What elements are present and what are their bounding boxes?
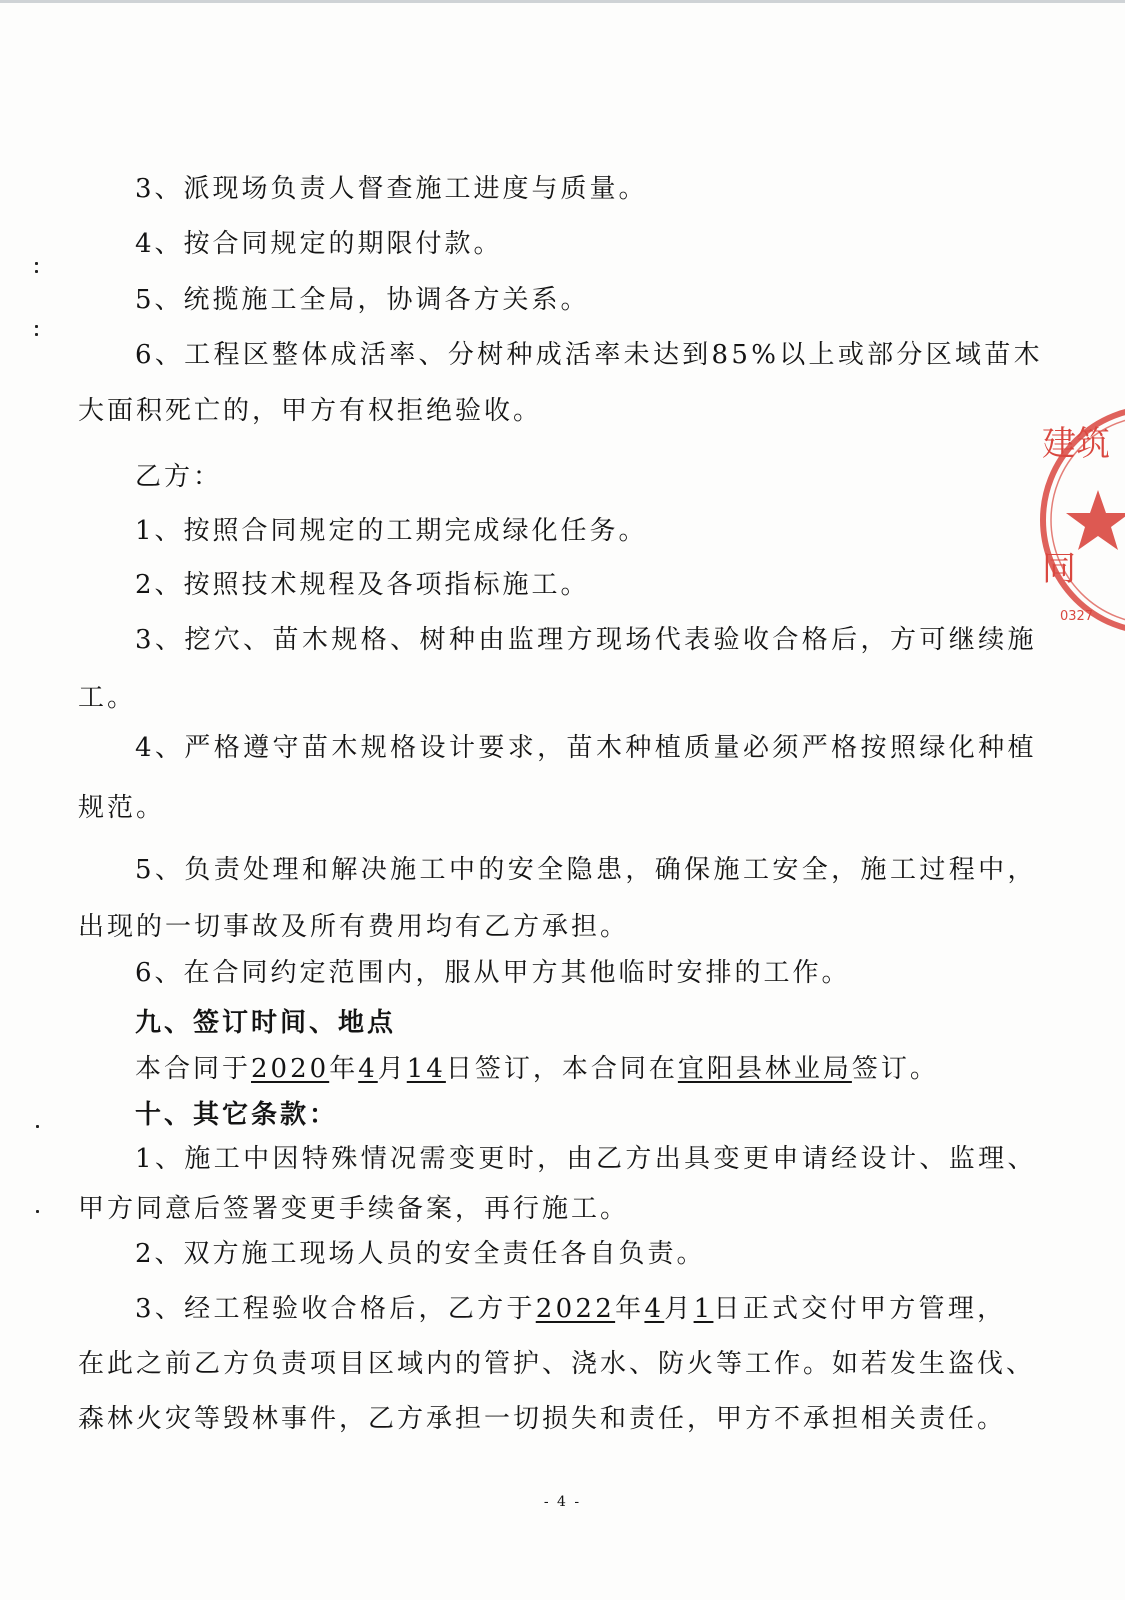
- text-line: 在此之前乙方负责项目区域内的管护、浇水、防火等工作。如若发生盗伐、: [78, 1349, 1036, 1379]
- binding-mark: [35, 325, 38, 328]
- text-line: 3、派现场负责人督查施工进度与质量。: [135, 174, 648, 204]
- section-heading: 九、签订时间、地点: [135, 1008, 397, 1038]
- text-line: 5、统揽施工全局，协调各方关系。: [135, 285, 590, 315]
- handover-prefix: 3、经工程验收合格后，乙方于: [135, 1294, 536, 1324]
- signing-year: 2020: [251, 1054, 330, 1084]
- text-line: 3、挖穴、苗木规格、树种由监理方现场代表验收合格后，方可继续施: [135, 625, 1037, 655]
- text-line: 出现的一切事故及所有费用均有乙方承担。: [78, 912, 630, 942]
- text-line: 5、负责处理和解决施工中的安全隐患，确保施工安全，施工过程中，: [135, 855, 1037, 885]
- text-line: 6、工程区整体成活率、分树种成活率未达到85%以上或部分区域苗木: [135, 340, 1043, 370]
- signing-day: 14: [406, 1054, 446, 1084]
- text-line: 2、按照技术规程及各项指标施工。: [135, 570, 590, 600]
- section-heading: 十、其它条款：: [135, 1100, 339, 1130]
- handover-day: 1: [693, 1294, 714, 1324]
- signing-suffix: 签订。: [851, 1054, 939, 1084]
- text-line: 4、严格遵守苗木规格设计要求，苗木种植质量必须严格按照绿化种植: [135, 733, 1037, 763]
- handover-month: 4: [644, 1294, 665, 1324]
- text-line: 6、在合同约定范围内，服从甲方其他临时安排的工作。: [135, 958, 851, 988]
- binding-mark: [35, 262, 38, 265]
- page-number: - 4 -: [543, 1494, 582, 1510]
- handover-year: 2022: [535, 1294, 616, 1324]
- signing-sep: 月: [377, 1054, 407, 1084]
- handover-sep: 月: [664, 1294, 694, 1324]
- signing-prefix: 本合同于: [135, 1054, 252, 1084]
- text-line: 4、按合同规定的期限付款。: [135, 229, 503, 259]
- text-line: 规范。: [78, 793, 166, 823]
- seal-star-icon: [1066, 490, 1125, 550]
- signing-sep: 年: [329, 1054, 359, 1084]
- binding-mark: [36, 1125, 39, 1128]
- text-line: 甲方同意后签署变更手续备案，再行施工。: [78, 1194, 630, 1224]
- text-line: 工。: [78, 683, 137, 713]
- binding-mark: [36, 1210, 39, 1213]
- text-line: 2、双方施工现场人员的安全责任各自负责。: [135, 1239, 706, 1269]
- official-seal: [1040, 395, 1125, 645]
- handover-suffix: 日正式交付甲方管理，: [713, 1294, 1007, 1324]
- seal-text-digits: 0327: [1060, 609, 1094, 624]
- signing-place: 宜阳县林业局: [677, 1054, 852, 1084]
- seal-text-middle: 同: [1042, 549, 1076, 589]
- signing-month: 4: [358, 1054, 378, 1084]
- binding-mark: [35, 270, 38, 273]
- signing-line: [0, 1052, 1125, 1086]
- scan-edge: [0, 0, 1125, 3]
- text-line: 大面积死亡的，甲方有权拒绝验收。: [78, 396, 543, 426]
- text-line: 乙方：: [135, 462, 223, 492]
- handover-line: [0, 1292, 1125, 1326]
- text-line: 1、按照合同规定的工期完成绿化任务。: [135, 516, 648, 546]
- signing-sep: 日签订，本合同在: [445, 1054, 678, 1084]
- binding-mark: [35, 333, 38, 336]
- handover-sep: 年: [615, 1294, 645, 1324]
- seal-text-top: 建筑: [1042, 424, 1110, 464]
- text-line: 森林火灾等毁林事件，乙方承担一切损失和责任，甲方不承担相关责任。: [78, 1404, 1007, 1434]
- text-line: 1、施工中因特殊情况需变更时，由乙方出具变更申请经设计、监理、: [135, 1144, 1037, 1174]
